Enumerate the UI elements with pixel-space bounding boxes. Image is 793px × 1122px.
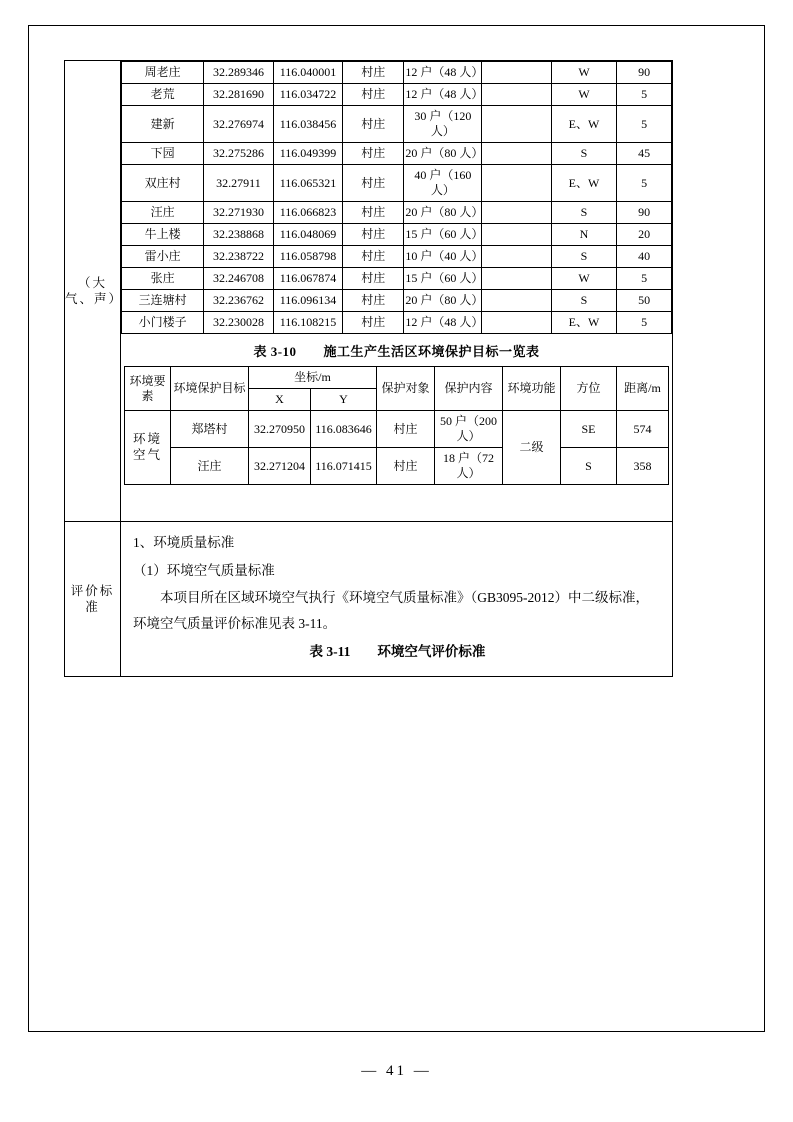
cell-spacer <box>482 312 552 334</box>
cell-content-1: 12 户（48 人） <box>404 84 482 106</box>
cell-y-2: 116.038456 <box>273 106 343 143</box>
cell-x-10: 32.230028 <box>204 312 274 334</box>
cell-direction-0: W <box>551 62 616 84</box>
cell-x-9: 32.236762 <box>204 290 274 312</box>
cell-target-0: 郑塔村 <box>170 411 248 448</box>
cell-distance-1: 5 <box>617 84 672 106</box>
cell-direction-0: SE <box>561 411 617 448</box>
cell-content-7: 10 户（40 人） <box>404 246 482 268</box>
cell-direction-6: N <box>551 224 616 246</box>
cell-distance-9: 50 <box>617 290 672 312</box>
cell-object-10: 村庄 <box>343 312 404 334</box>
cell-x-3: 32.275286 <box>204 143 274 165</box>
cell-distance-10: 5 <box>617 312 672 334</box>
cell-distance-5: 90 <box>617 202 672 224</box>
cell-y-5: 116.066823 <box>273 202 343 224</box>
standards-line-1: 1、环境质量标准 <box>133 535 235 550</box>
cell-spacer <box>482 268 552 290</box>
cell-x-6: 32.238868 <box>204 224 274 246</box>
standards-body-cell <box>121 522 673 677</box>
row-label-text-2: 评价标准 <box>70 583 115 615</box>
cell-name-7: 雷小庄 <box>122 246 204 268</box>
cell-name-3: 下园 <box>122 143 204 165</box>
cell-x-4: 32.27911 <box>204 165 274 202</box>
cell-y-9: 116.096134 <box>273 290 343 312</box>
table-row <box>122 202 672 224</box>
main-content-table <box>64 60 673 677</box>
cell-distance-3: 45 <box>617 143 672 165</box>
cell-object-9: 村庄 <box>343 290 404 312</box>
cell-y-10: 116.108215 <box>273 312 343 334</box>
cell-name-0: 周老庄 <box>122 62 204 84</box>
cell-object-1: 村庄 <box>343 84 404 106</box>
cell-content-6: 15 户（60 人） <box>404 224 482 246</box>
cell-direction-7: S <box>551 246 616 268</box>
cell-x-8: 32.246708 <box>204 268 274 290</box>
cell-content-5: 20 户（80 人） <box>404 202 482 224</box>
cell-distance-0: 90 <box>617 62 672 84</box>
table-row <box>122 290 672 312</box>
cell-spacer <box>482 246 552 268</box>
header-function: 环境功能 <box>503 367 561 411</box>
cell-target-1: 汪庄 <box>170 448 248 485</box>
standards-line-3: 本项目所在区域环境空气执行《环境空气质量标准》（GB3095-2012）中二级标准，环境空气质量评价标准见表 3-11。 <box>133 590 649 631</box>
header-x: X <box>248 389 310 411</box>
cell-direction-5: S <box>551 202 616 224</box>
cell-name-4: 双庄村 <box>122 165 204 202</box>
cell-function: 二级 <box>503 411 561 485</box>
cell-object-6: 村庄 <box>343 224 404 246</box>
cell-x-0: 32.270950 <box>248 411 310 448</box>
header-y: Y <box>310 389 376 411</box>
table-row <box>122 312 672 334</box>
table-row <box>122 84 672 106</box>
cell-distance-6: 20 <box>617 224 672 246</box>
table-row <box>122 268 672 290</box>
table-row-standards-section <box>65 522 673 677</box>
environment-body-cell <box>121 61 673 522</box>
table-3-10-caption: 表 3-10 施工生产生活区环境保护目标一览表 <box>253 344 540 359</box>
cell-name-5: 汪庄 <box>122 202 204 224</box>
cell-name-8: 张庄 <box>122 268 204 290</box>
cell-content-0: 50 户（200 人） <box>435 411 503 448</box>
page-number: — 41 — <box>361 1063 432 1079</box>
cell-spacer <box>482 202 552 224</box>
cell-spacer <box>482 62 552 84</box>
cell-spacer <box>482 84 552 106</box>
table-row <box>122 106 672 143</box>
cell-object-1: 村庄 <box>377 448 435 485</box>
cell-y-3: 116.049399 <box>273 143 343 165</box>
cell-x-2: 32.276974 <box>204 106 274 143</box>
cell-object-0: 村庄 <box>377 411 435 448</box>
cell-content-1: 18 户（72 人） <box>435 448 503 485</box>
cell-factor-air: 环境空气 <box>124 411 170 485</box>
row-label-text: （大气、声） <box>65 275 124 306</box>
standards-text <box>121 522 672 676</box>
cell-direction-9: S <box>551 290 616 312</box>
cell-distance-8: 5 <box>617 268 672 290</box>
header-content: 保护内容 <box>435 367 503 411</box>
table-row-environment-section <box>65 61 673 522</box>
cell-x-1: 32.281690 <box>204 84 274 106</box>
cell-content-10: 12 户（48 人） <box>404 312 482 334</box>
cell-y-6: 116.048069 <box>273 224 343 246</box>
cell-content-2: 30 户（120 人） <box>404 106 482 143</box>
table-row <box>124 411 668 448</box>
cell-y-8: 116.067874 <box>273 268 343 290</box>
table-row <box>122 224 672 246</box>
header-object: 保护对象 <box>377 367 435 411</box>
cell-content-8: 15 户（60 人） <box>404 268 482 290</box>
cell-y-7: 116.058798 <box>273 246 343 268</box>
header-direction: 方位 <box>561 367 617 411</box>
cell-x-1: 32.271204 <box>248 448 310 485</box>
table-3-10-header-row-1 <box>124 367 668 389</box>
table-3-10 <box>124 366 669 485</box>
cell-spacer <box>482 106 552 143</box>
table-row <box>122 165 672 202</box>
cell-y-0: 116.083646 <box>310 411 376 448</box>
table-row <box>124 448 668 485</box>
cell-spacer <box>482 224 552 246</box>
header-coord: 坐标/m <box>248 367 376 389</box>
cell-y-0: 116.040001 <box>273 62 343 84</box>
cell-direction-10: E、W <box>551 312 616 334</box>
cell-spacer <box>482 290 552 312</box>
cell-direction-8: W <box>551 268 616 290</box>
cell-direction-1: W <box>551 84 616 106</box>
cell-name-9: 三连塘村 <box>122 290 204 312</box>
header-target: 环境保护目标 <box>170 367 248 411</box>
cell-object-7: 村庄 <box>343 246 404 268</box>
cell-x-0: 32.289346 <box>204 62 274 84</box>
cell-distance-1: 358 <box>617 448 669 485</box>
cell-object-3: 村庄 <box>343 143 404 165</box>
cell-distance-4: 5 <box>617 165 672 202</box>
cell-content-9: 20 户（80 人） <box>404 290 482 312</box>
cell-content-0: 12 户（48 人） <box>404 62 482 84</box>
cell-y-1: 116.071415 <box>310 448 376 485</box>
cell-object-8: 村庄 <box>343 268 404 290</box>
cell-object-5: 村庄 <box>343 202 404 224</box>
cell-x-7: 32.238722 <box>204 246 274 268</box>
cell-spacer <box>482 143 552 165</box>
table-row <box>122 246 672 268</box>
protection-targets-continuation-table <box>121 61 672 334</box>
row-label-atmosphere-noise <box>65 61 124 522</box>
cell-content-3: 20 户（80 人） <box>404 143 482 165</box>
standards-line-2: （1）环境空气质量标准 <box>133 562 275 578</box>
cell-object-4: 村庄 <box>343 165 404 202</box>
cell-x-5: 32.271930 <box>204 202 274 224</box>
cell-name-6: 牛上楼 <box>122 224 204 246</box>
cell-direction-1: S <box>561 448 617 485</box>
cell-y-4: 116.065321 <box>273 165 343 202</box>
header-distance: 距离/m <box>617 367 669 411</box>
cell-distance-2: 5 <box>617 106 672 143</box>
table-row <box>122 143 672 165</box>
cell-direction-3: S <box>551 143 616 165</box>
cell-distance-0: 574 <box>617 411 669 448</box>
cell-distance-7: 40 <box>617 246 672 268</box>
cell-object-0: 村庄 <box>343 62 404 84</box>
cell-content-4: 40 户（160 人） <box>404 165 482 202</box>
cell-y-1: 116.034722 <box>273 84 343 106</box>
cell-object-2: 村庄 <box>343 106 404 143</box>
cell-direction-2: E、W <box>551 106 616 143</box>
table-3-11-caption: 表 3-11 环境空气评价标准 <box>309 643 486 659</box>
cell-spacer <box>482 165 552 202</box>
header-factor: 环境要素 <box>124 367 170 411</box>
cell-name-10: 小门楼子 <box>122 312 204 334</box>
table-row <box>122 62 672 84</box>
cell-name-1: 老荒 <box>122 84 204 106</box>
cell-name-2: 建新 <box>122 106 204 143</box>
row-label-evaluation-standard <box>65 522 121 677</box>
cell-direction-4: E、W <box>551 165 616 202</box>
